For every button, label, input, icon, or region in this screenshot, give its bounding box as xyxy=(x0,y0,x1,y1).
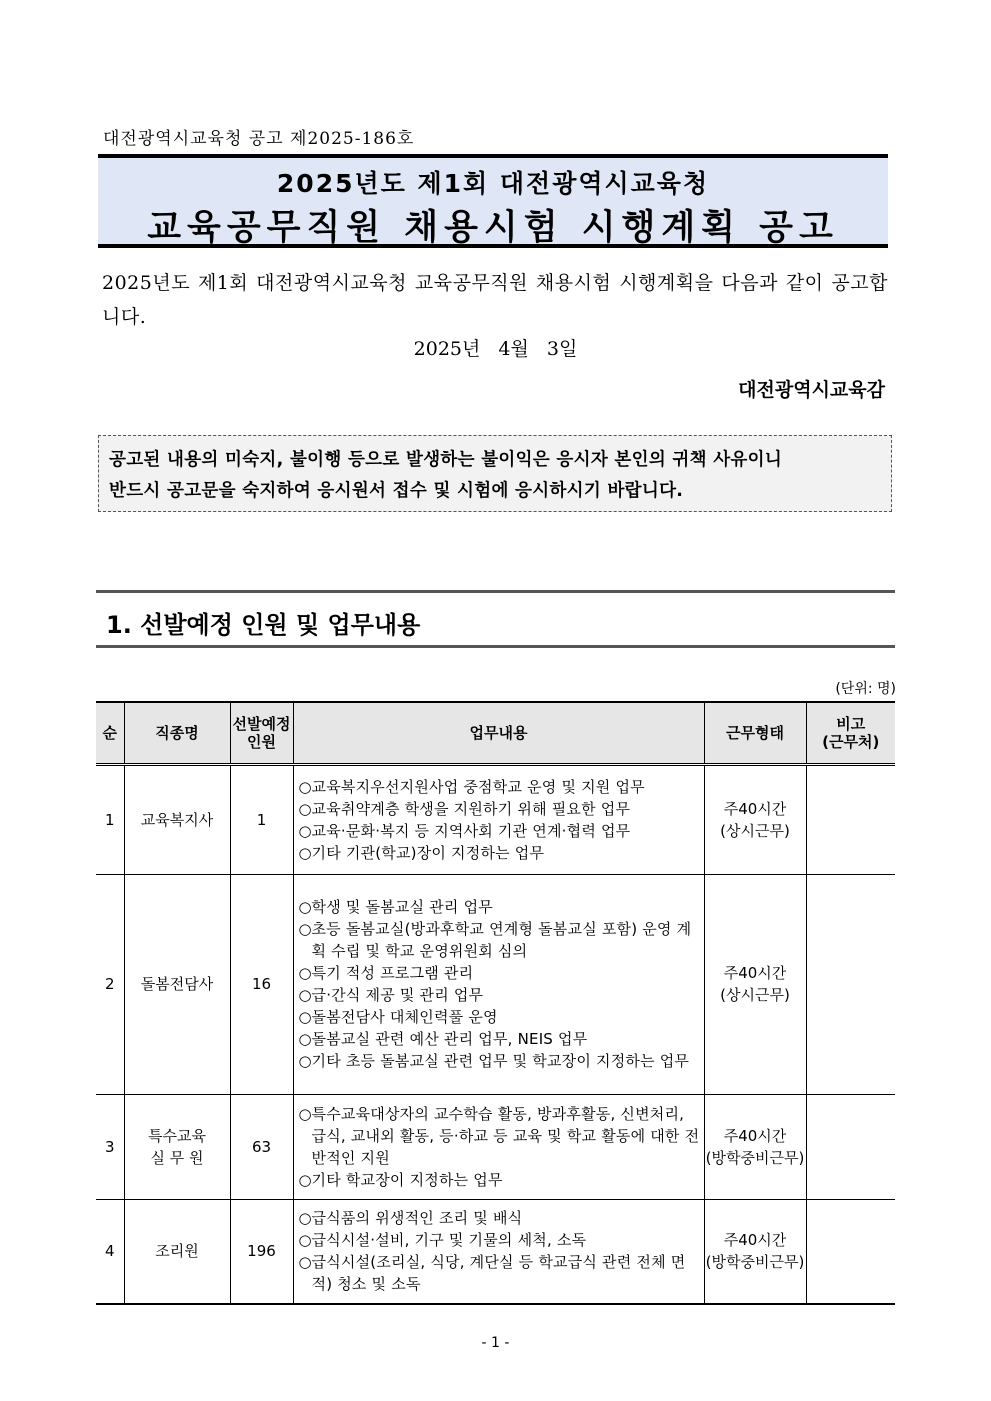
col-header-note xyxy=(806,702,895,764)
col-header-work: 근무형태 xyxy=(704,702,806,764)
duty-item: ○돌봄교실 관련 예산 관리 업무, NEIS 업무 xyxy=(298,1030,588,1048)
duty-item: ○급식시설·설비, 기구 및 기물의 세척, 소독 xyxy=(298,1231,587,1250)
table-row xyxy=(96,874,895,1094)
row-duties xyxy=(293,874,704,1094)
row-job xyxy=(124,874,230,1094)
duty-item: ○급식품의 위생적인 조리 및 배식 xyxy=(298,1209,523,1228)
duty-item: ○특수교육대상자의 교수학습 활동, 방과후활동, 신변처리, 급식, 교내외 활동, 등·하교 등 교육 및 학교 활동에 대한 전반적인 지원 xyxy=(298,1104,700,1167)
staff-table xyxy=(96,701,895,1305)
row-count: 1 xyxy=(230,764,293,874)
announcement-date: 2025년 4월 3일 xyxy=(413,338,578,360)
duty-item: ○교육복지우선지원사업 중점학교 운영 및 지원 업무 xyxy=(298,777,645,796)
col-header-count xyxy=(230,702,293,764)
row-work-type: (상시근무) xyxy=(720,821,790,840)
row-job xyxy=(124,764,230,874)
row-note xyxy=(806,874,895,1094)
duty-item: ○특기 적성 프로그램 관리 xyxy=(298,964,474,982)
row-job-line1: 돌봄전담사 xyxy=(140,975,214,993)
row-job xyxy=(124,1094,230,1199)
duty-item: ○교육·문화·복지 등 지역사회 기관 연계·협력 업무 xyxy=(298,821,631,840)
title-line-1: 2025년도 제1회 대전광역시교육청 xyxy=(276,169,710,198)
announcement-number: 대전광역시교육청 공고 제2025-186호 xyxy=(103,129,415,149)
row-no: 2 xyxy=(96,874,124,1094)
row-job-line1: 조리원 xyxy=(155,1242,199,1261)
row-job xyxy=(124,1199,230,1304)
col-header-count-line2: 인원 xyxy=(247,732,276,751)
table-row xyxy=(96,1199,895,1304)
unit-label: (단위: 명) xyxy=(835,681,896,697)
duty-item: ○학생 및 돌봄교실 관리 업무 xyxy=(298,898,493,916)
row-note xyxy=(806,1094,895,1199)
table-row xyxy=(96,764,895,874)
col-header-job: 직종명 xyxy=(124,702,230,764)
table-header-row xyxy=(96,702,895,764)
notice-line-1: 공고된 내용의 미숙지, 불이행 등으로 발생하는 불이익은 응시자 본인의 귀책 사유이니 xyxy=(109,450,783,470)
table-row xyxy=(96,1094,895,1199)
row-count: 63 xyxy=(230,1094,293,1199)
section-header xyxy=(96,590,895,648)
title-line-2: 교육공무직원 채용시험 시행계획 공고 xyxy=(147,208,839,248)
col-header-note-line1: 비고 xyxy=(836,714,866,733)
row-work-hours: 주40시간 xyxy=(723,1126,787,1145)
col-header-no: 순 xyxy=(96,702,124,764)
row-work-type: (방학중비근무) xyxy=(705,1148,805,1167)
duty-item: ○기타 기관(학교)장이 지정하는 업무 xyxy=(298,843,545,862)
duty-item: ○기타 학교장이 지정하는 업무 xyxy=(298,1170,503,1189)
duty-item: ○교육취약계층 학생을 지원하기 위해 필요한 업무 xyxy=(298,799,631,818)
row-duties xyxy=(293,1199,704,1304)
row-work xyxy=(704,1094,806,1199)
row-duties xyxy=(293,764,704,874)
row-no: 4 xyxy=(96,1199,124,1304)
row-work xyxy=(704,1199,806,1304)
intro-paragraph: 2025년도 제1회 대전광역시교육청 교육공무직원 채용시험 시행계획을 다음과 같이 공고합니다. xyxy=(102,272,888,328)
row-work-type: (방학중비근무) xyxy=(705,1253,805,1272)
col-header-duties: 업무내용 xyxy=(293,702,704,764)
row-work-hours: 주40시간 xyxy=(723,799,787,818)
row-count: 196 xyxy=(230,1199,293,1304)
duty-item: ○돌봄전담사 대체인력풀 운영 xyxy=(298,1008,498,1026)
duty-item: ○기타 초등 돌봄교실 관련 업무 및 학교장이 지정하는 업무 xyxy=(298,1052,690,1070)
row-no: 1 xyxy=(96,764,124,874)
row-work-type: (상시근무) xyxy=(720,986,790,1004)
row-job-line1: 교육복지사 xyxy=(140,810,214,829)
issuer: 대전광역시교육감 xyxy=(738,379,885,401)
col-header-note-line2: (근무처) xyxy=(822,732,880,751)
row-work-hours: 주40시간 xyxy=(723,964,787,982)
row-note xyxy=(806,764,895,874)
row-work xyxy=(704,764,806,874)
col-header-count-line1: 선발예정 xyxy=(232,714,291,733)
row-work-hours: 주40시간 xyxy=(723,1231,787,1250)
row-note xyxy=(806,1199,895,1304)
duty-item: ○급식시설(조리실, 식당, 계단실 등 학교급식 관련 전체 면적) 청소 및 소독 xyxy=(298,1253,686,1294)
section-title: 1. 선발예정 인원 및 업무내용 xyxy=(106,611,421,639)
duty-item: ○초등 돌봄교실(방과후학교 연계형 돌봄교실 포함) 운영 계획 수립 및 학교 운영위원회 심의 xyxy=(298,920,692,960)
row-job-line2: 실 무 원 xyxy=(150,1148,204,1167)
row-work xyxy=(704,874,806,1094)
page-number: - 1 - xyxy=(481,1335,510,1351)
row-count: 16 xyxy=(230,874,293,1094)
notice-line-2: 반드시 공고문을 숙지하여 응시원서 접수 및 시험에 응시하시기 바랍니다. xyxy=(109,481,684,501)
row-no: 3 xyxy=(96,1094,124,1199)
row-job-line1: 특수교육 xyxy=(148,1126,206,1145)
notice-box xyxy=(98,435,892,512)
row-duties xyxy=(293,1094,704,1199)
duty-item: ○급·간식 제공 및 관리 업무 xyxy=(298,986,484,1004)
title-box xyxy=(98,154,888,248)
